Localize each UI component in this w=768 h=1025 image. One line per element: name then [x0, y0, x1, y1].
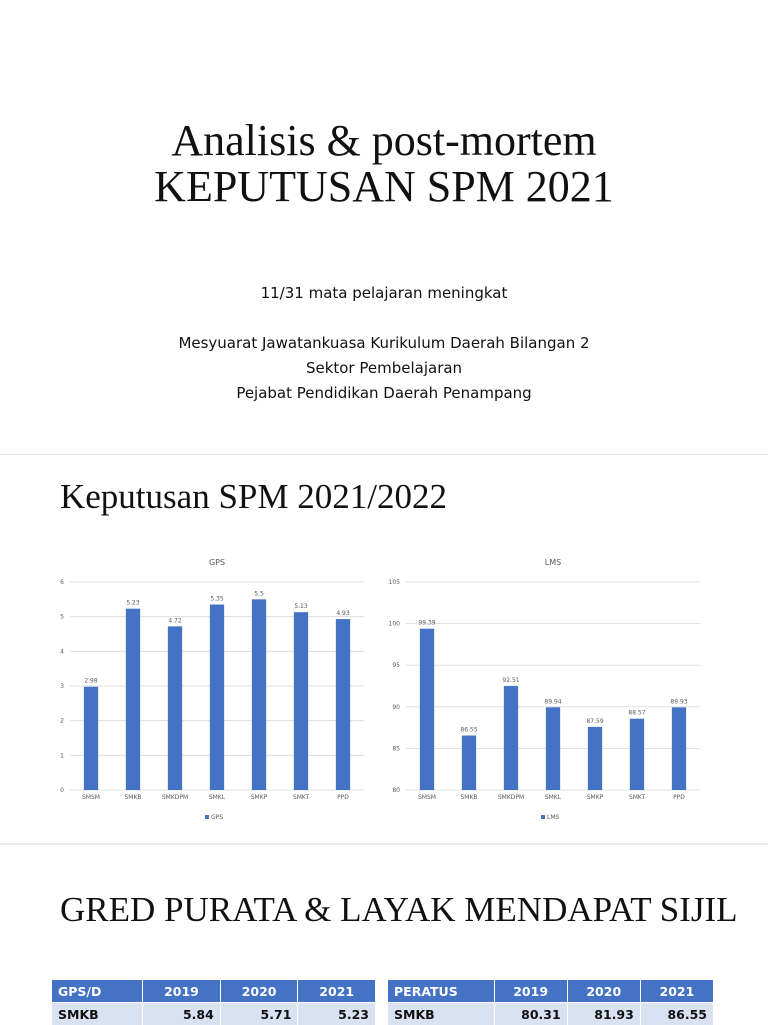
data-label: 99.39 [418, 620, 435, 627]
table-cell: SMKB [52, 1003, 143, 1025]
table-row [52, 1003, 376, 1025]
legend-label: GPS [211, 814, 223, 821]
y-tick-label: 3 [60, 683, 64, 690]
lms-table [388, 980, 714, 1025]
data-label: 5.13 [294, 603, 308, 610]
bar [504, 686, 518, 790]
gps-chart [52, 552, 372, 827]
bar [294, 612, 308, 790]
bar [588, 727, 602, 790]
x-tick-label: SMKDPM [162, 794, 188, 801]
grade-slide [0, 845, 768, 1024]
data-label: 4.72 [168, 617, 182, 624]
x-tick-label: PPD [673, 794, 685, 801]
table-cell: 5.84 [143, 1003, 221, 1025]
table-header: 2020 [567, 980, 640, 1003]
y-tick-label: 6 [60, 579, 64, 586]
data-label: 5.5 [254, 590, 264, 597]
lms-chart [388, 552, 708, 827]
data-label: 4.93 [336, 610, 350, 617]
data-label: 87.59 [586, 718, 603, 725]
x-tick-label: SMKDPM [498, 794, 524, 801]
table-header: 2021 [298, 980, 376, 1003]
main-title [0, 118, 768, 210]
table-header: PERATUS [388, 980, 494, 1003]
table-cell: 86.55 [640, 1003, 713, 1025]
x-tick-label: SMKL [209, 794, 226, 801]
y-tick-label: 100 [389, 621, 401, 628]
data-label: 89.94 [544, 698, 561, 705]
bar [84, 687, 98, 790]
legend-swatch [205, 815, 209, 819]
table-cell: SMKB [388, 1003, 494, 1025]
bar [630, 719, 644, 790]
gps-chart-svg [52, 552, 372, 827]
lms-chart-svg [388, 552, 708, 827]
y-tick-label: 1 [60, 752, 64, 759]
sector-line: Sektor Pembelajaran [0, 359, 768, 377]
x-tick-label: SMKB [124, 794, 141, 801]
x-tick-label: PPD [337, 794, 349, 801]
y-tick-label: 90 [392, 704, 400, 711]
data-label: 5.35 [210, 596, 224, 603]
bar [210, 605, 224, 790]
data-label: 92.51 [502, 677, 519, 684]
table-header: 2020 [220, 980, 298, 1003]
y-tick-label: 105 [389, 579, 401, 586]
bar [546, 707, 560, 790]
main-title-line1: Analisis & post-mortem [0, 118, 768, 164]
chart-title: LMS [545, 558, 561, 567]
y-tick-label: 2 [60, 718, 64, 725]
x-tick-label: SMSM [418, 794, 436, 801]
data-label: 89.93 [670, 698, 687, 705]
table-header-row [388, 980, 714, 1003]
y-tick-label: 85 [392, 745, 400, 752]
x-tick-label: SMSM [82, 794, 100, 801]
legend-label: LMS [547, 814, 560, 821]
y-tick-label: 4 [60, 648, 64, 655]
bar [252, 599, 266, 790]
table-cell: 5.23 [298, 1003, 376, 1025]
legend-swatch [541, 815, 545, 819]
bar [336, 619, 350, 790]
table-cell: 80.31 [494, 1003, 567, 1025]
table-cell: 5.71 [220, 1003, 298, 1025]
table-cell: 81.93 [567, 1003, 640, 1025]
table-row [388, 1003, 714, 1025]
data-label: 5.23 [126, 600, 140, 607]
results-slide [0, 455, 768, 845]
y-tick-label: 0 [60, 787, 64, 794]
table-header: 2019 [494, 980, 567, 1003]
y-tick-label: 95 [392, 662, 400, 669]
data-label: 2.98 [84, 678, 98, 685]
subtitle: 11/31 mata pelajaran meningkat [0, 284, 768, 302]
x-tick-label: SMKL [545, 794, 562, 801]
bar [126, 609, 140, 790]
x-tick-label: SMKT [293, 794, 309, 801]
x-tick-label: SMKB [460, 794, 477, 801]
data-label: 88.57 [628, 710, 645, 717]
table-header-row [52, 980, 376, 1003]
title-slide [0, 0, 768, 455]
y-tick-label: 80 [392, 787, 400, 794]
chart-title: GPS [209, 558, 225, 567]
table-header: 2019 [143, 980, 221, 1003]
meeting-line: Mesyuarat Jawatankuasa Kurikulum Daerah Bilangan 2 [0, 334, 768, 352]
data-label: 86.55 [460, 727, 477, 734]
x-tick-label: SMKT [629, 794, 645, 801]
main-title-line2: KEPUTUSAN SPM 2021 [0, 164, 768, 210]
office-line: Pejabat Pendidikan Daerah Penampang [0, 384, 768, 402]
slide-title: Keputusan SPM 2021/2022 [60, 477, 447, 517]
y-tick-label: 5 [60, 614, 64, 621]
x-tick-label: SMKP [251, 794, 268, 801]
bar [672, 707, 686, 790]
x-tick-label: SMKP [587, 794, 604, 801]
bar [420, 629, 434, 790]
gps-table [52, 980, 376, 1025]
table-header: GPS/D [52, 980, 143, 1003]
slide-title: GRED PURATA & LAYAK MENDAPAT SIJIL [60, 891, 740, 929]
bar [462, 736, 476, 790]
bar [168, 626, 182, 790]
table-header: 2021 [640, 980, 713, 1003]
